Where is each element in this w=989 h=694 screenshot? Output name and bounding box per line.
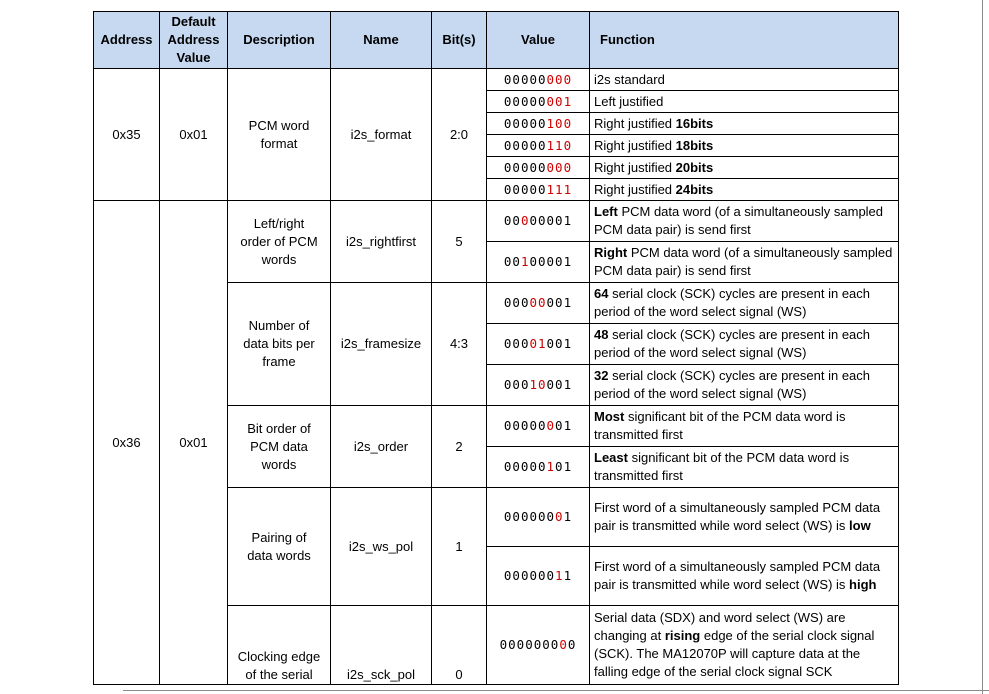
default-value-cell: 0x01 <box>160 201 228 685</box>
header-name: Name <box>331 12 432 69</box>
function-cell: Right justified 16bits <box>590 113 899 135</box>
bits-cell: 2 <box>432 406 487 488</box>
table-row <box>94 69 899 91</box>
function-cell: i2s standard <box>590 69 899 91</box>
header-value: Value <box>487 12 590 69</box>
function-cell: Left PCM data word (of a simultaneously sampled PCM data pair) is send first <box>590 201 899 242</box>
page-frame-right <box>982 0 983 694</box>
value-cell: 00000000 <box>487 69 590 91</box>
value-cell: 00100001 <box>487 242 590 283</box>
function-cell: Right justified 20bits <box>590 157 899 179</box>
name-cell: i2s_order <box>331 406 432 488</box>
description-cell: Clocking edge of the serial <box>228 606 331 685</box>
header-description: Description <box>228 12 331 69</box>
function-cell: Right justified 24bits <box>590 179 899 201</box>
function-cell: Left justified <box>590 91 899 113</box>
description-cell: Bit order of PCM data words <box>228 406 331 488</box>
address-cell: 0x35 <box>94 69 160 201</box>
function-cell: Least significant bit of the PCM data word is transmitted first <box>590 447 899 488</box>
description-cell: Pairing of data words <box>228 488 331 606</box>
bits-cell: 4:3 <box>432 283 487 406</box>
description-cell: Left/right order of PCM words <box>228 201 331 283</box>
value-cell: 00000001 <box>487 91 590 113</box>
table-row <box>94 201 899 242</box>
header-function: Function <box>590 12 899 69</box>
value-cell: 000000000 <box>487 606 590 685</box>
table-header-row <box>94 12 899 69</box>
register-table <box>93 11 899 685</box>
header-bits: Bit(s) <box>432 12 487 69</box>
description-cell: PCM word format <box>228 69 331 201</box>
bits-cell: 2:0 <box>432 69 487 201</box>
value-cell: 00000001 <box>487 488 590 547</box>
function-cell: 32 serial clock (SCK) cycles are present in each period of the word select signal (WS) <box>590 365 899 406</box>
description-cell: Number of data bits per frame <box>228 283 331 406</box>
function-cell: 48 serial clock (SCK) cycles are present in each period of the word select signal (WS) <box>590 324 899 365</box>
value-cell: 00000001 <box>487 406 590 447</box>
function-cell: 64 serial clock (SCK) cycles are present in each period of the word select signal (WS) <box>590 283 899 324</box>
value-cell: 00000110 <box>487 135 590 157</box>
name-cell: i2s_sck_pol <box>331 606 432 685</box>
value-cell: 00000101 <box>487 447 590 488</box>
value-cell: 00000011 <box>487 547 590 606</box>
bits-cell: 1 <box>432 488 487 606</box>
name-cell: i2s_ws_pol <box>331 488 432 606</box>
function-cell: First word of a simultaneously sampled PCM data pair is transmitted while word select (WS) is low <box>590 488 899 547</box>
address-cell: 0x36 <box>94 201 160 685</box>
function-cell: First word of a simultaneously sampled PCM data pair is transmitted while word select (WS) is high <box>590 547 899 606</box>
value-cell: 00000001 <box>487 201 590 242</box>
bits-cell: 0 <box>432 606 487 685</box>
value-cell: 00000100 <box>487 113 590 135</box>
function-cell: Most significant bit of the PCM data word is transmitted first <box>590 406 899 447</box>
value-cell: 00010001 <box>487 365 590 406</box>
function-cell: Serial data (SDX) and word select (WS) are changing at rising edge of the serial clock signal (SCK). The MA12070P will capture data at the falling edge of the serial clock signal SCK <box>590 606 899 685</box>
name-cell: i2s_framesize <box>331 283 432 406</box>
value-cell: 00001001 <box>487 324 590 365</box>
function-cell: Right PCM data word (of a simultaneously sampled PCM data pair) is send first <box>590 242 899 283</box>
name-cell: i2s_format <box>331 69 432 201</box>
header-address: Address <box>94 12 160 69</box>
value-cell: 00000111 <box>487 179 590 201</box>
name-cell: i2s_rightfirst <box>331 201 432 283</box>
function-cell: Right justified 18bits <box>590 135 899 157</box>
default-value-cell: 0x01 <box>160 69 228 201</box>
page-frame-bottom <box>123 690 989 691</box>
bits-cell: 5 <box>432 201 487 283</box>
value-cell: 00000000 <box>487 157 590 179</box>
value-cell: 00000001 <box>487 283 590 324</box>
header-default-value: Default Address Value <box>160 12 228 69</box>
